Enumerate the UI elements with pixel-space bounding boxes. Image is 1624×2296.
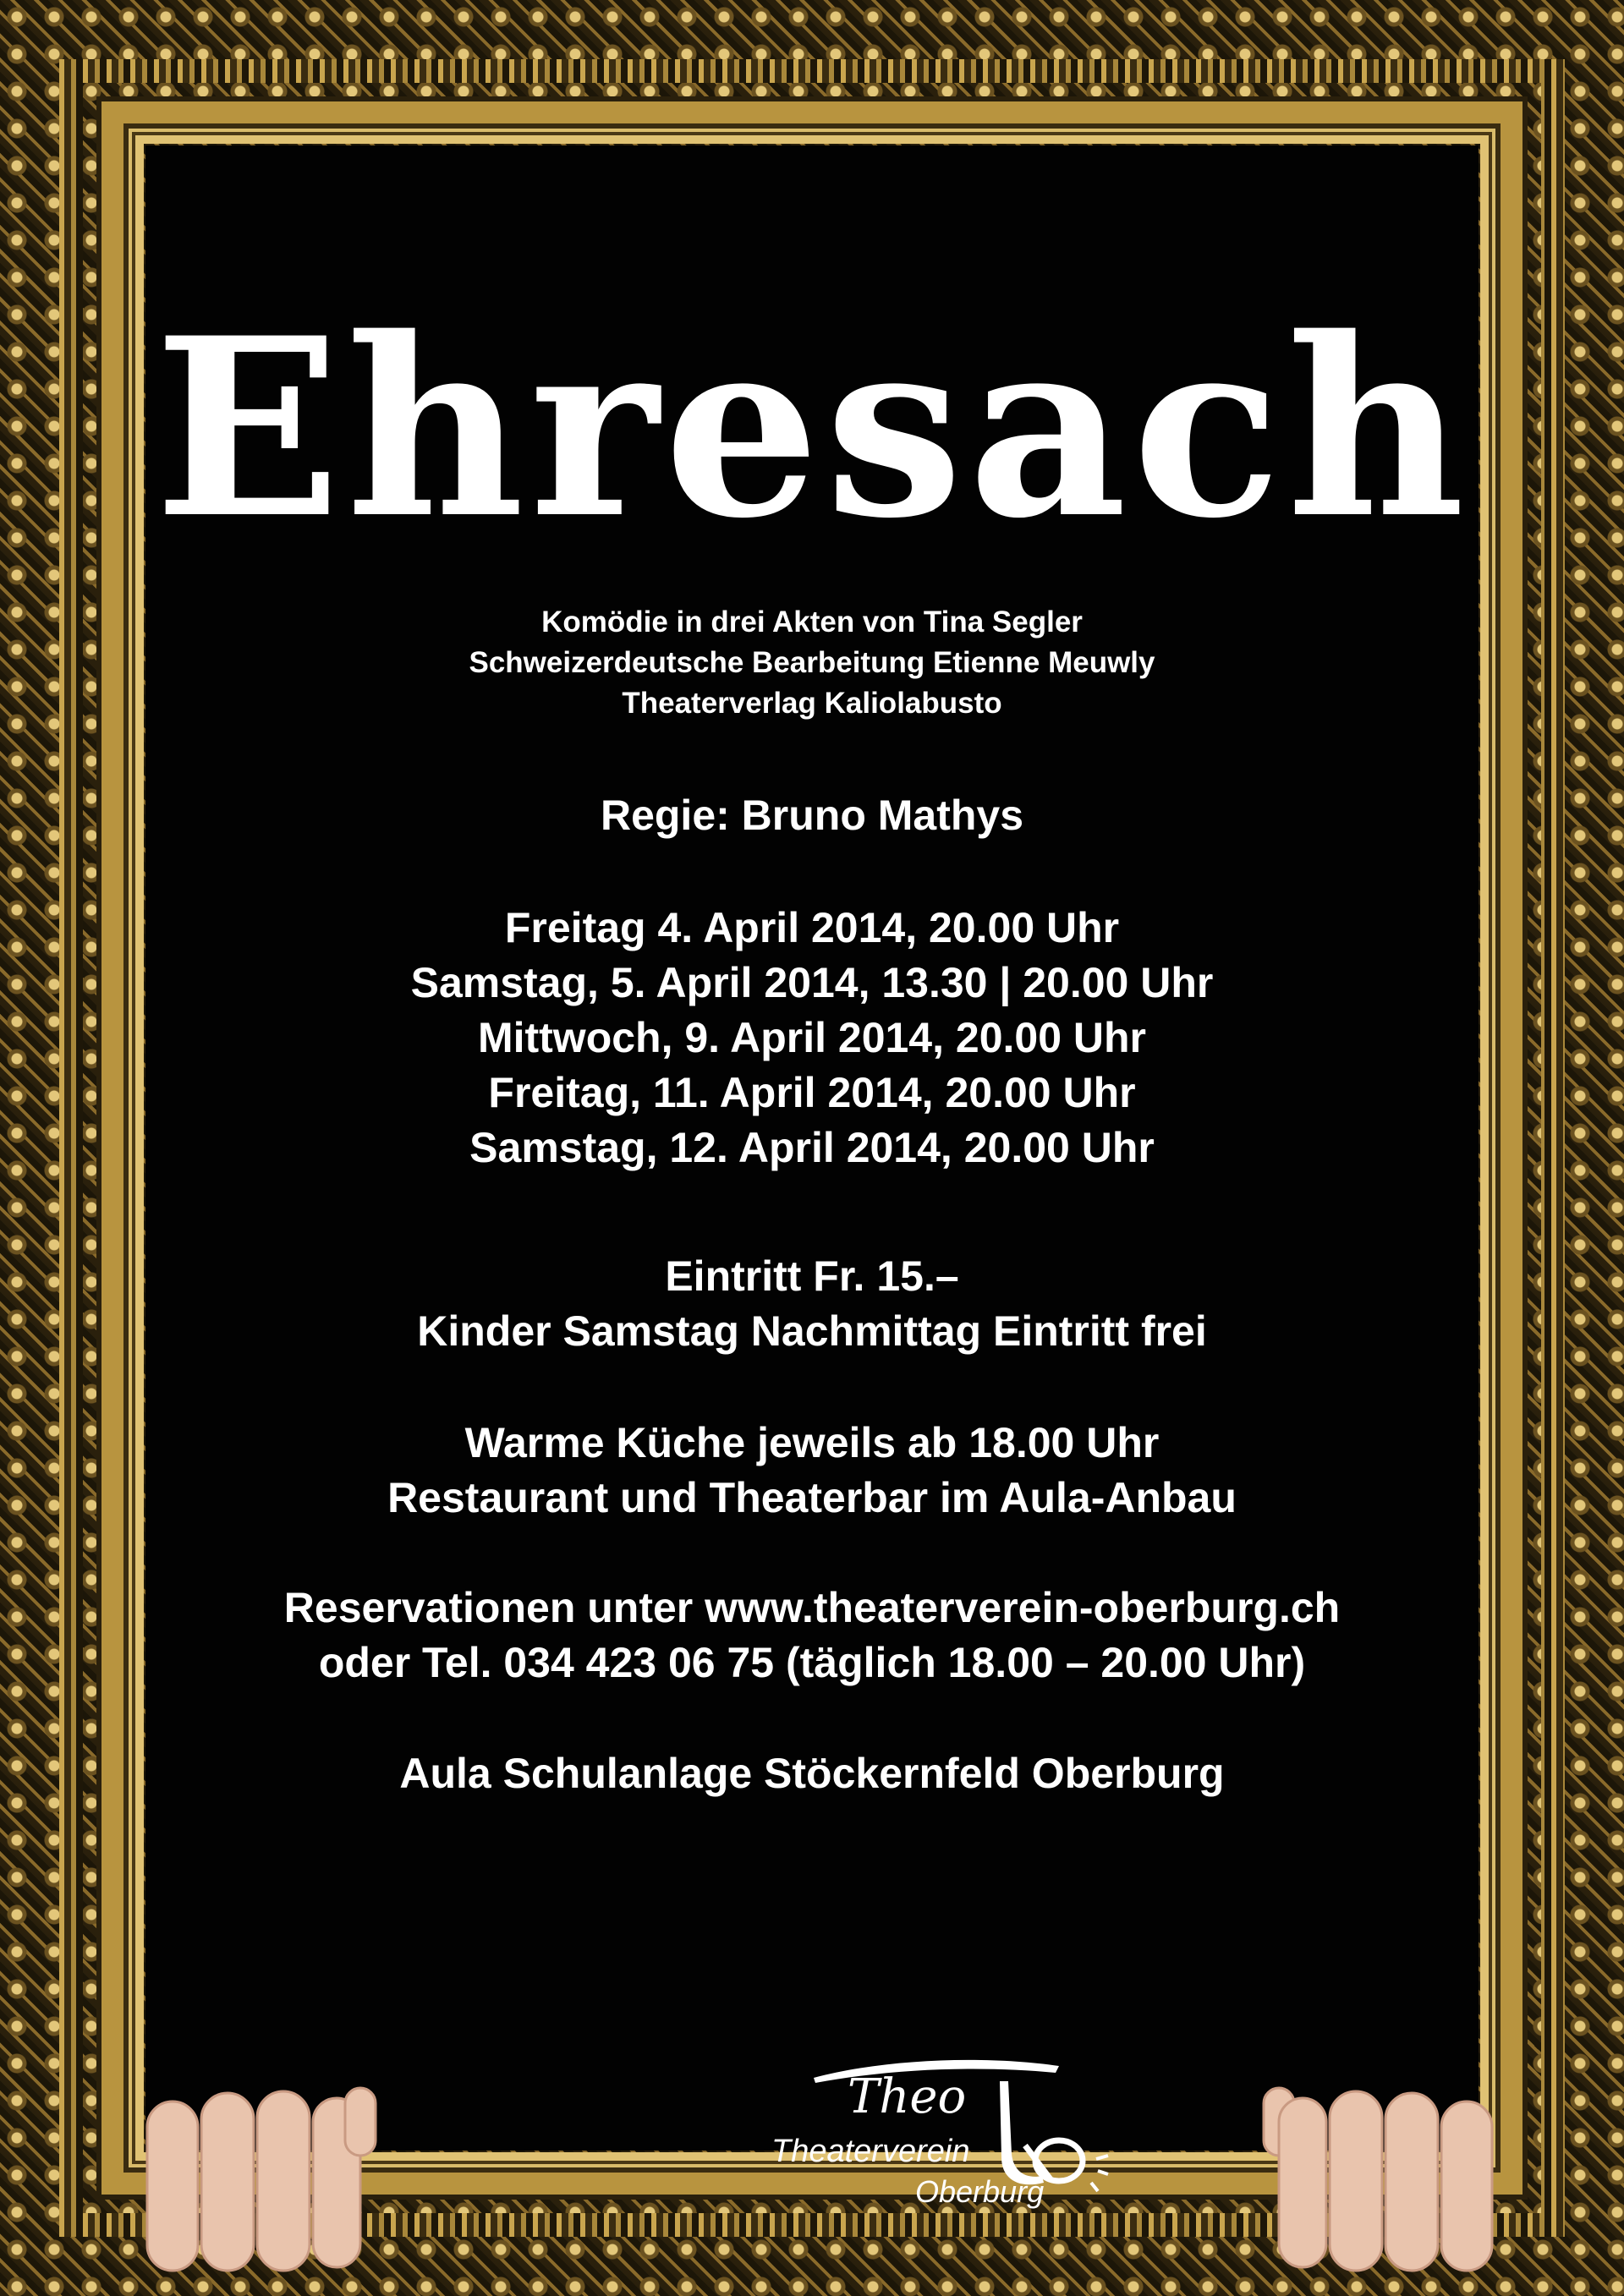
credit-line: Komödie in drei Akten von Tina Segler bbox=[541, 606, 1083, 638]
food-line: Warme Küche jeweils ab 18.00 Uhr bbox=[464, 1419, 1160, 1466]
food-line: Restaurant und Theaterbar im Aula-Anbau bbox=[387, 1474, 1237, 1521]
performance-dates bbox=[145, 901, 1479, 1175]
logo-text-line2: Oberburg bbox=[915, 2174, 1045, 2209]
food-block bbox=[145, 1416, 1479, 1526]
logo-wordmark: Theo bbox=[848, 2069, 967, 2124]
date-line: Mittwoch, 9. April 2014, 20.00 Uhr bbox=[477, 1014, 1147, 1061]
price-line: Kinder Samstag Nachmittag Eintritt frei bbox=[417, 1307, 1207, 1355]
credits-block bbox=[145, 602, 1479, 724]
right-hand-icon bbox=[1260, 2085, 1497, 2279]
left-hand-icon bbox=[144, 2085, 398, 2279]
theaterverein-logo bbox=[771, 2052, 1144, 2222]
director-line: Regie: Bruno Mathys bbox=[600, 792, 1024, 839]
price-line: Eintritt Fr. 15.– bbox=[665, 1252, 959, 1300]
date-line: Freitag, 11. April 2014, 20.00 Uhr bbox=[488, 1069, 1136, 1116]
reservation-line: Reservationen unter www.theaterverein-oberburg.ch bbox=[283, 1584, 1341, 1631]
credit-line: Theaterverlag Kaliolabusto bbox=[622, 687, 1002, 720]
date-line: Samstag, 12. April 2014, 20.00 Uhr bbox=[469, 1124, 1155, 1171]
reservation-block bbox=[145, 1581, 1479, 1690]
date-line: Freitag 4. April 2014, 20.00 Uhr bbox=[504, 904, 1120, 951]
play-title: Ehresach bbox=[154, 285, 1470, 573]
venue-line: Aula Schulanlage Stöckernfeld Oberburg bbox=[399, 1750, 1225, 1797]
credit-line: Schweizerdeutsche Bearbeitung Etienne Meuwly bbox=[469, 646, 1155, 679]
date-line: Samstag, 5. April 2014, 13.30 | 20.00 Uhr bbox=[410, 959, 1214, 1006]
logo-text-line1: Theaterverein bbox=[771, 2134, 970, 2169]
admission-block bbox=[145, 1249, 1479, 1359]
reservation-line: oder Tel. 034 423 06 75 (täglich 18.00 – 20.00 Uhr) bbox=[318, 1639, 1306, 1686]
